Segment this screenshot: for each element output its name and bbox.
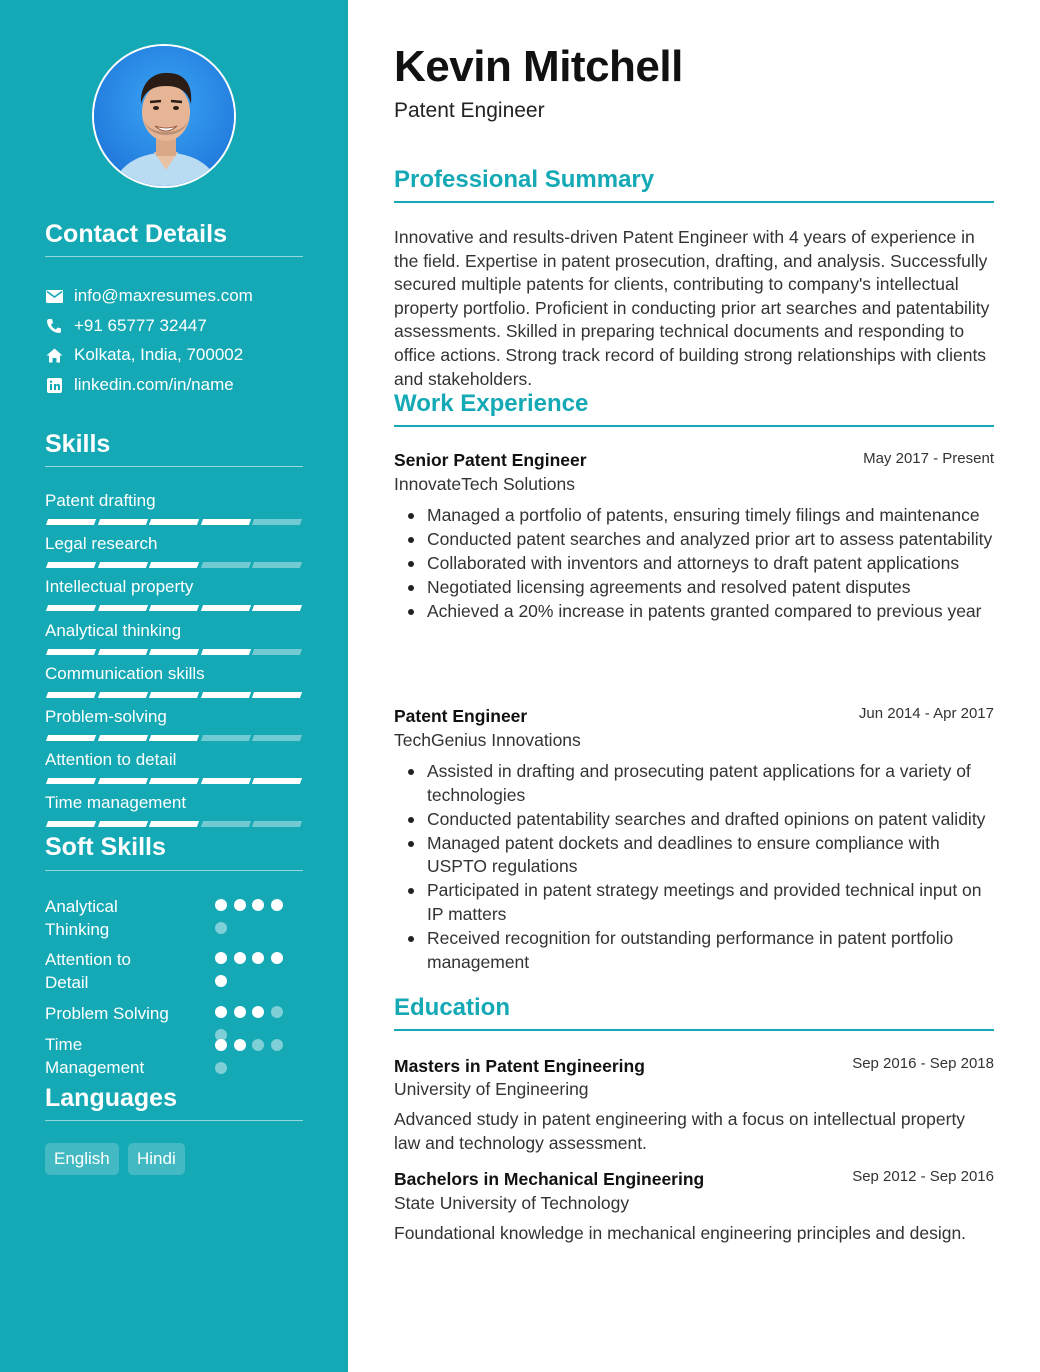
skill-level-segment xyxy=(97,649,147,655)
skill-level-bar xyxy=(45,649,303,655)
languages-divider xyxy=(45,1120,303,1121)
linkedin-icon xyxy=(45,376,63,394)
job-bullet: Managed a portfolio of patents, ensuring timely filings and maintenance xyxy=(394,504,994,528)
soft-skill-label: Time Management xyxy=(45,1035,145,1077)
job-company: TechGenius Innovations xyxy=(394,730,581,750)
rating-dot xyxy=(252,1039,264,1051)
job-bullet: Managed patent dockets and deadlines to ensure compliance with USPTO regulations xyxy=(394,832,994,879)
skill-level-bar xyxy=(45,735,303,741)
rating-dot xyxy=(215,922,227,934)
contact-divider xyxy=(45,256,303,257)
skill-level-segment xyxy=(200,605,250,611)
skill-label: Analytical thinking xyxy=(45,620,182,640)
skill-level-segment xyxy=(97,778,147,784)
skill-level-segment xyxy=(46,605,96,611)
contact-linkedin-text: linkedin.com/in/name xyxy=(74,375,234,394)
rating-dot xyxy=(215,1062,227,1074)
skill-label: Attention to detail xyxy=(45,750,177,770)
job-title: Patent Engineer xyxy=(394,706,528,726)
skill-level-bar xyxy=(45,778,303,784)
sidebar xyxy=(0,0,348,1372)
skill-level-segment xyxy=(200,649,250,655)
soft-skills-section-title: Soft Skills xyxy=(45,833,166,861)
languages-section-title: Languages xyxy=(45,1084,177,1112)
home-icon xyxy=(45,346,63,364)
skills-divider xyxy=(45,466,303,467)
skill-level-segment xyxy=(149,692,199,698)
job-company: InnovateTech Solutions xyxy=(394,474,575,494)
skill-level-segment xyxy=(149,605,199,611)
skill-level-segment xyxy=(200,821,250,827)
rating-dot xyxy=(234,1006,246,1018)
skill-level-segment xyxy=(46,821,96,827)
skill-level-segment xyxy=(252,649,302,655)
rating-dot xyxy=(271,1006,283,1018)
skill-level-segment xyxy=(97,562,147,568)
rating-dot xyxy=(234,952,246,964)
skill-level-segment xyxy=(200,519,250,525)
contact-address-text: Kolkata, India, 700002 xyxy=(74,345,244,364)
contact-phone-text: +91 65777 32447 xyxy=(74,316,207,335)
rating-dot xyxy=(271,1039,283,1051)
experience-divider xyxy=(394,425,994,427)
skill-level-segment xyxy=(97,692,147,698)
job-bullet: Conducted patentability searches and drafted opinions on patent validity xyxy=(394,808,994,832)
skill-level-segment xyxy=(149,649,199,655)
language-pill: Hindi xyxy=(128,1143,185,1175)
skill-level-segment xyxy=(97,735,147,741)
rating-dot xyxy=(234,899,246,911)
rating-dot xyxy=(215,1006,227,1018)
skill-label: Communication skills xyxy=(45,663,205,683)
job-bullets xyxy=(394,504,994,624)
skill-label: Intellectual property xyxy=(45,577,194,597)
contact-email-text: info@maxresumes.com xyxy=(74,286,253,305)
education-description: Foundational knowledge in mechanical engineering principles and design. xyxy=(394,1223,967,1243)
rating-dot xyxy=(215,952,227,964)
skill-level-segment xyxy=(46,778,96,784)
soft-skills-divider xyxy=(45,870,303,871)
envelope-icon xyxy=(45,287,63,305)
education-section-title: Education xyxy=(394,994,511,1021)
skill-level-segment xyxy=(46,649,96,655)
rating-dot xyxy=(252,1006,264,1018)
skill-level-segment xyxy=(252,605,302,611)
avatar xyxy=(92,44,236,188)
skill-level-bar xyxy=(45,605,303,611)
skill-label: Legal research xyxy=(45,534,158,554)
skill-level-bar xyxy=(45,519,303,525)
skill-level-segment xyxy=(200,692,250,698)
education-dates: Sep 2016 - Sep 2018 xyxy=(852,1055,994,1072)
candidate-name: Kevin Mitchell xyxy=(394,42,683,91)
skill-level-segment xyxy=(252,735,302,741)
job-bullet: Assisted in drafting and prosecuting patent applications for a variety of technologies xyxy=(394,760,994,807)
contact-address xyxy=(45,345,243,365)
summary-text: Innovative and results-driven Patent Engineer with 4 years of experience in the field. Expertise in patent prosecution, drafting, and analysis. Successfully secured multiple patents for clients, contributing to company's intellectual property portfolio. Proficient in conducting prior art searches and patentability assessments. Skilled in preparing technical documents and responding to office actions. Strong track record of building strong relationships with clients and stakeholders. xyxy=(394,227,990,389)
education-degree: Bachelors in Mechanical Engineering xyxy=(394,1169,705,1189)
skill-level-segment xyxy=(252,821,302,827)
skill-level-segment xyxy=(149,778,199,784)
soft-skill-label: Problem Solving xyxy=(45,1004,169,1023)
skill-level-bar xyxy=(45,821,303,827)
soft-skill-label: Analytical Thinking xyxy=(45,897,118,939)
education-school: University of Engineering xyxy=(394,1079,589,1099)
education-divider xyxy=(394,1029,994,1031)
skill-level-segment xyxy=(200,562,250,568)
skill-level-segment xyxy=(149,562,199,568)
skill-level-segment xyxy=(46,562,96,568)
skill-level-segment xyxy=(97,605,147,611)
skill-level-bar xyxy=(45,562,303,568)
job-bullet: Achieved a 20% increase in patents granted compared to previous year xyxy=(394,600,994,624)
skill-level-segment xyxy=(97,519,147,525)
skill-label: Patent drafting xyxy=(45,491,156,510)
skill-level-bar xyxy=(45,692,303,698)
contact-email[interactable] xyxy=(45,286,253,306)
skill-level-segment xyxy=(46,692,96,698)
skill-level-segment xyxy=(200,735,250,741)
contact-phone[interactable] xyxy=(45,316,207,336)
job-title: Senior Patent Engineer xyxy=(394,450,587,470)
job-bullets xyxy=(394,760,994,975)
skill-level-segment xyxy=(200,778,250,784)
rating-dot xyxy=(271,899,283,911)
skill-level-segment xyxy=(97,821,147,827)
rating-dot xyxy=(215,1039,227,1051)
job-bullet: Conducted patent searches and analyzed prior art to assess patentability xyxy=(394,528,994,552)
skill-level-segment xyxy=(252,519,302,525)
job-bullet: Participated in patent strategy meetings and provided technical input on IP matters xyxy=(394,879,994,926)
education-school: State University of Technology xyxy=(394,1193,630,1213)
candidate-role: Patent Engineer xyxy=(394,99,545,122)
summary-divider xyxy=(394,201,994,203)
language-pill: English xyxy=(45,1143,119,1175)
rating-dot xyxy=(271,952,283,964)
skills-section-title: Skills xyxy=(45,430,111,458)
skill-level-segment xyxy=(149,519,199,525)
soft-skill-label: Attention to Detail xyxy=(45,950,132,992)
skill-level-segment xyxy=(46,519,96,525)
contact-linkedin[interactable] xyxy=(45,375,234,395)
skill-level-segment xyxy=(252,692,302,698)
education-description: Advanced study in patent engineering with a focus on intellectual property law and technology assessment. xyxy=(394,1109,966,1153)
experience-section-title: Work Experience xyxy=(394,390,589,417)
skill-level-segment xyxy=(46,735,96,741)
rating-dot xyxy=(215,975,227,987)
rating-dot xyxy=(215,899,227,911)
job-dates: Jun 2014 - Apr 2017 xyxy=(858,705,994,722)
education-dates: Sep 2012 - Sep 2016 xyxy=(852,1168,994,1185)
skill-level-segment xyxy=(252,778,302,784)
skill-level-segment xyxy=(252,562,302,568)
job-bullet: Received recognition for outstanding performance in patent portfolio management xyxy=(394,927,994,974)
education-degree: Masters in Patent Engineering xyxy=(394,1056,645,1076)
rating-dot xyxy=(252,952,264,964)
skill-level-segment xyxy=(149,821,199,827)
skill-level-segment xyxy=(149,735,199,741)
summary-section-title: Professional Summary xyxy=(394,166,655,193)
rating-dot xyxy=(234,1039,246,1051)
skill-label: Problem-solving xyxy=(45,707,167,726)
job-bullet: Negotiated licensing agreements and resolved patent disputes xyxy=(394,576,994,600)
job-dates: May 2017 - Present xyxy=(863,450,994,467)
skill-label: Time management xyxy=(45,793,187,813)
contact-section-title: Contact Details xyxy=(45,220,227,248)
phone-icon xyxy=(45,317,63,335)
job-bullet: Collaborated with inventors and attorneys to draft patent applications xyxy=(394,552,994,576)
rating-dot xyxy=(252,899,264,911)
